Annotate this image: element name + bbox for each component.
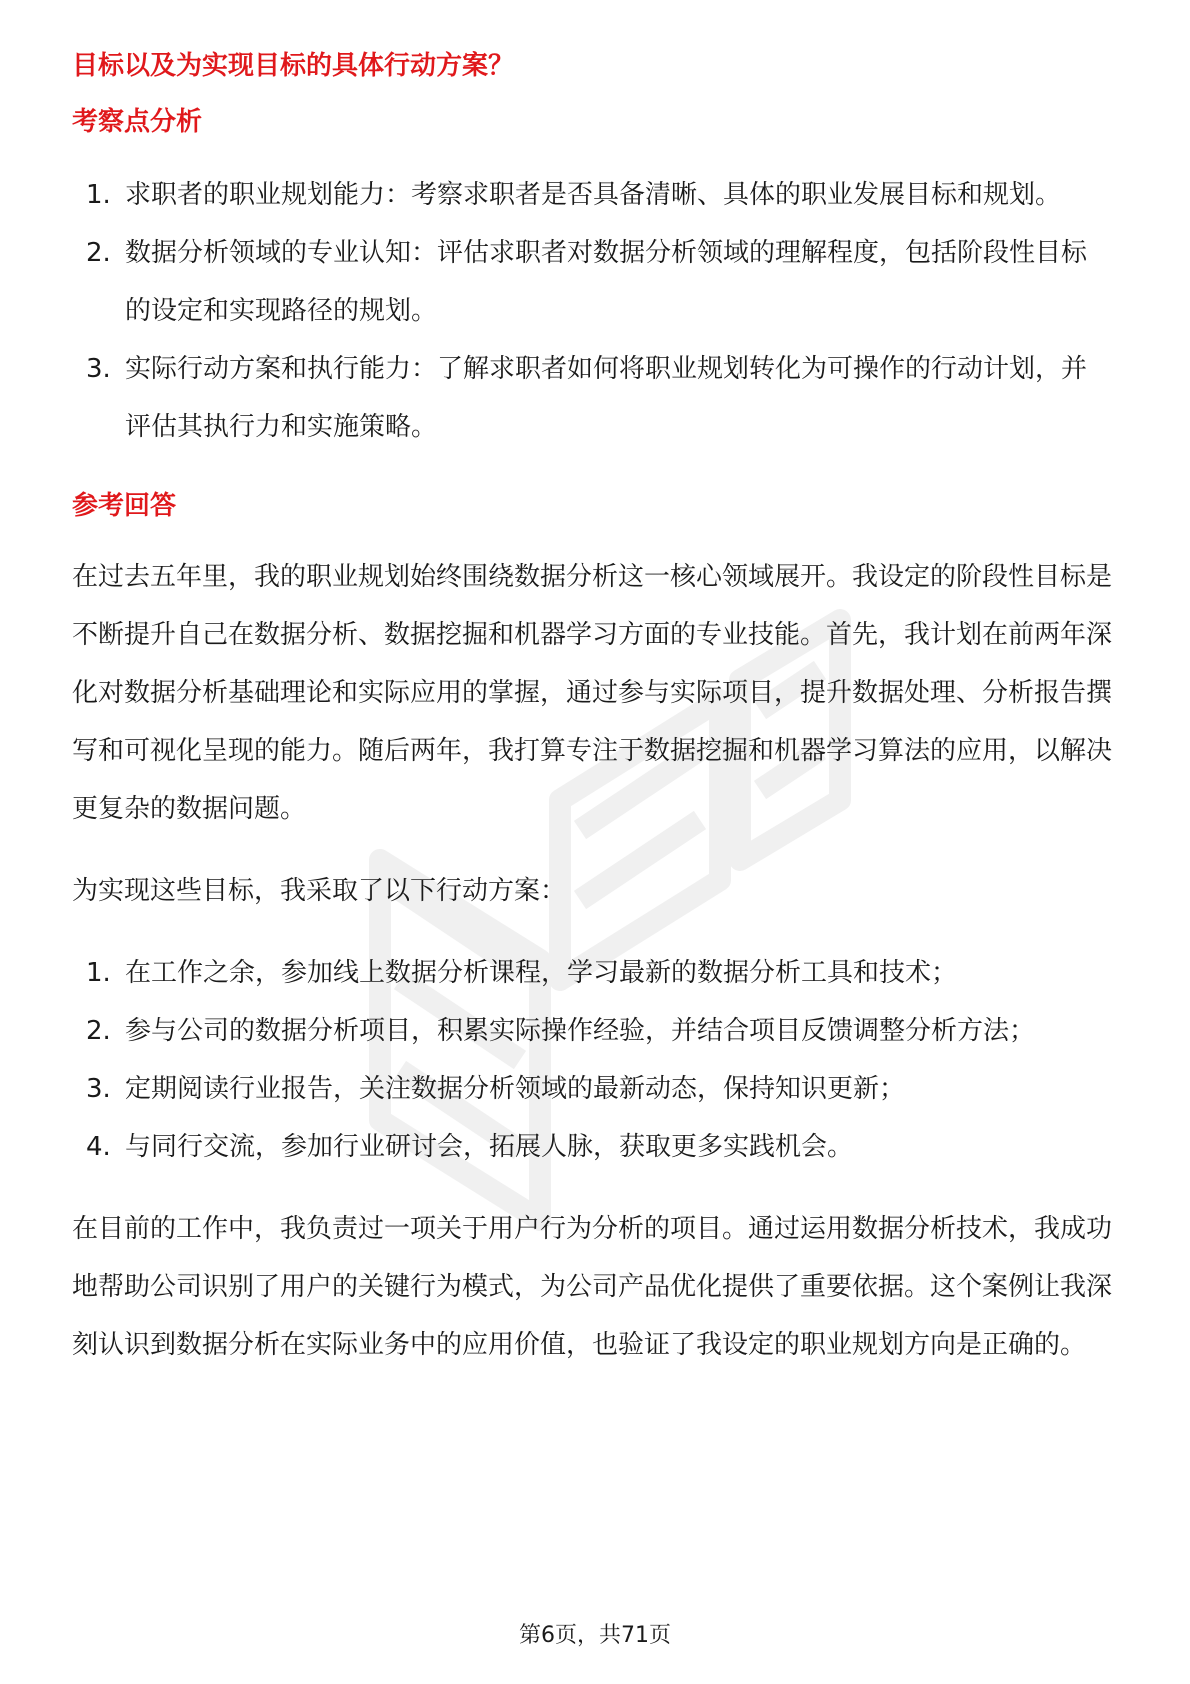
list-item-number: 3. [86, 1074, 111, 1104]
list-item-text: 数据分析领域的专业认知：评估求职者对数据分析领域的理解程度，包括阶段性目标的设定和实现路径的规划。 [125, 238, 1088, 326]
answer-paragraph-3: 在目前的工作中，我负责过一项关于用户行为分析的项目。通过运用数据分析技术，我成功地帮助公司识别了用户的关键行为模式，为公司产品优化提供了重要依据。这个案例让我深刻认识到数据分析在实际业务中的应用价值，也验证了我设定的职业规划方向是正确的。 [72, 1214, 1113, 1360]
paragraph-spacer [72, 920, 1112, 944]
document-content [72, 46, 1112, 1374]
list-item-number: 4. [86, 1132, 111, 1162]
answer-paragraph-1: 在过去五年里，我的职业规划始终围绕数据分析这一核心领域展开。我设定的阶段性目标是不断提升自己在数据分析、数据挖掘和机器学习方面的专业技能。首先，我计划在前两年深化对数据分析基础理论和实际应用的掌握，通过参与实际项目，提升数据处理、分析报告撰写和可视化呈现的能力。随后两年，我打算专注于数据挖掘和机器学习算法的应用，以解决更复杂的数据问题。 [72, 562, 1113, 824]
list-item [72, 340, 1112, 456]
list-item [72, 166, 1112, 224]
list-item-number: 1. [86, 958, 111, 988]
list-item-number: 1. [86, 180, 111, 210]
list-item [72, 944, 1112, 1002]
document-title: 目标以及为实现目标的具体行动方案？ [72, 51, 515, 81]
list-item-text: 定期阅读行业报告，关注数据分析领域的最新动态，保持知识更新； [125, 1074, 906, 1104]
list-item [72, 224, 1112, 340]
paragraph-spacer [72, 838, 1112, 862]
analysis-list [72, 166, 1112, 456]
page-number-footer: 第6页，共71页 [519, 1623, 671, 1648]
section-heading-analysis: 考察点分析 [72, 107, 203, 137]
list-item [72, 1002, 1112, 1060]
paragraph-spacer [72, 1176, 1112, 1200]
list-item [72, 1060, 1112, 1118]
list-item-text: 求职者的职业规划能力：考察求职者是否具备清晰、具体的职业发展目标和规划。 [125, 180, 1062, 210]
section-heading-answer: 参考回答 [72, 491, 177, 521]
list-item-number: 2. [86, 238, 111, 268]
answer-paragraph-2: 为实现这些目标，我采取了以下行动方案： [72, 876, 567, 906]
action-list [72, 944, 1112, 1176]
list-item-text: 在工作之余，参加线上数据分析课程，学习最新的数据分析工具和技术； [125, 958, 958, 988]
list-item [72, 1118, 1112, 1176]
list-item-text: 参与公司的数据分析项目，积累实际操作经验，并结合项目反馈调整分析方法； [125, 1016, 1036, 1046]
list-item-text: 实际行动方案和执行能力：了解求职者如何将职业规划转化为可操作的行动计划，并评估其执行力和实施策略。 [125, 354, 1088, 442]
list-item-number: 2. [86, 1016, 111, 1046]
list-item-number: 3. [86, 354, 111, 384]
list-item-text: 与同行交流，参加行业研讨会，拓展人脉，获取更多实践机会。 [125, 1132, 854, 1162]
